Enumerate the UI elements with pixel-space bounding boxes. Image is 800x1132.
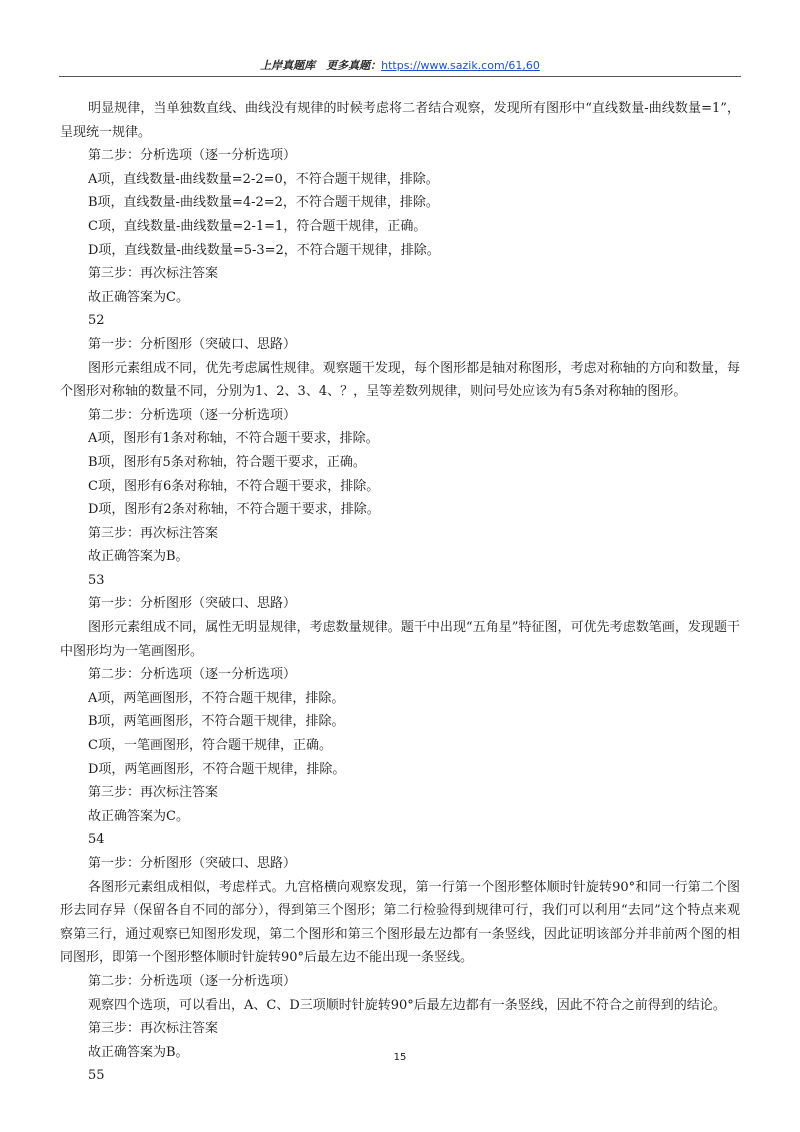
body-line: 53 — [88, 572, 105, 588]
body-line: 55 — [88, 1068, 105, 1084]
body-line: 第三步：再次标注答案 — [88, 266, 219, 282]
body-line: D项，两笔画图形，不符合题干规律，排除。 — [88, 761, 346, 777]
page-header — [0, 57, 800, 73]
body-paragraph: 图形元素组成不同，属性无明显规律，考虑数量规律。题干中出现“五角星”特征图，可优先考虑数笔画，发现题干中图形均为一笔画图形。 — [60, 620, 740, 659]
body-line: A项，图形有1条对称轴，不符合题干要求，排除。 — [88, 431, 379, 447]
body-line: C项，直线数量-曲线数量=2-1=1，符合题干规律，正确。 — [88, 218, 427, 234]
body-line: C项，一笔画图形，符合题干规律，正确。 — [88, 738, 332, 754]
body-line: 故正确答案为C。 — [88, 808, 189, 824]
body-line: 故正确答案为B。 — [88, 1044, 189, 1060]
body-line: D项，图形有2条对称轴，不符合题干要求，排除。 — [88, 502, 380, 518]
body-line: 第一步：分析图形（突破口、思路） — [88, 856, 297, 871]
body-line: 第一步：分析图形（突破口、思路） — [88, 336, 297, 352]
header-link[interactable]: https://www.sazik.com/61,60 — [381, 59, 540, 72]
body-paragraph: 观察四个选项，可以看出，A、C、D三项顺时针旋转90°后最左边都有一条竖线，因此不符合之前得到的结论。 — [88, 997, 726, 1013]
body-line: B项，两笔画图形，不符合题干规律，排除。 — [88, 714, 345, 730]
header-divider — [59, 76, 741, 77]
body-line: C项，图形有6条对称轴，不符合题干要求，排除。 — [88, 478, 380, 494]
body-line: 故正确答案为C。 — [88, 289, 189, 305]
page-number: 15 — [393, 1052, 407, 1063]
body-line: 第三步：再次标注答案 — [88, 1021, 219, 1037]
body-line: D项，直线数量-曲线数量=5-3=2，不符合题干规律，排除。 — [88, 242, 440, 258]
body-line: B项，图形有5条对称轴，符合题干要求，正确。 — [88, 454, 366, 470]
body-line: 第三步：再次标注答案 — [88, 525, 219, 541]
body-line: 第二步：分析选项（逐一分析选项） — [88, 407, 297, 423]
body-line: 第一步：分析图形（突破口、思路） — [88, 596, 297, 612]
body-paragraph: 各图形元素组成相似，考虑样式。九宫格横向观察发现，第一行第一个图形整体顺时针旋转90°和同一行第二个图形去同存异（保留各自不同的部分），得到第三个图形；第二行检验得到规律可行，我们可以利用“去同”这个特点来观察第三行，通过观察已知图形发现，第二个图形和第三个图形最左边都有一条竖线，因此证明该部分并非前两个图的相同图形，即第一个图形整体顺时针旋转90°后最左边不能出现一条竖线。 — [60, 879, 740, 966]
body-line: A项，两笔画图形，不符合题干规律，排除。 — [88, 690, 345, 706]
body-line: 第二步：分析选项（逐一分析选项） — [88, 148, 297, 164]
body-line: 第三步：再次标注答案 — [88, 785, 219, 801]
body-paragraph: 图形元素组成不同，优先考虑属性规律。观察题干发现，每个图形都是轴对称图形，考虑对称轴的方向和数量，每个图形对称轴的数量不同，分别为1、2、3、4、？，呈等差数列规律，则问号处应该为有5条对称轴的图形。 — [60, 360, 740, 400]
document-body — [60, 97, 740, 1088]
header-label: 上岸真题库 更多真题： — [260, 59, 382, 72]
body-line: 52 — [88, 313, 105, 329]
body-line: 第二步：分析选项（逐一分析选项） — [88, 973, 297, 989]
body-line: 54 — [88, 832, 105, 848]
body-paragraph: 明显规律，当单独数直线、曲线没有规律的时候考虑将二者结合观察，发现所有图形中“直线数量-曲线数量=1”，呈现统一规律。 — [60, 101, 740, 140]
body-line: A项，直线数量-曲线数量=2-2=0，不符合题干规律，排除。 — [88, 171, 439, 187]
body-line: 故正确答案为B。 — [88, 549, 189, 565]
body-line: B项，直线数量-曲线数量=4-2=2，不符合题干规律，排除。 — [88, 195, 439, 211]
body-line: 第二步：分析选项（逐一分析选项） — [88, 667, 297, 683]
